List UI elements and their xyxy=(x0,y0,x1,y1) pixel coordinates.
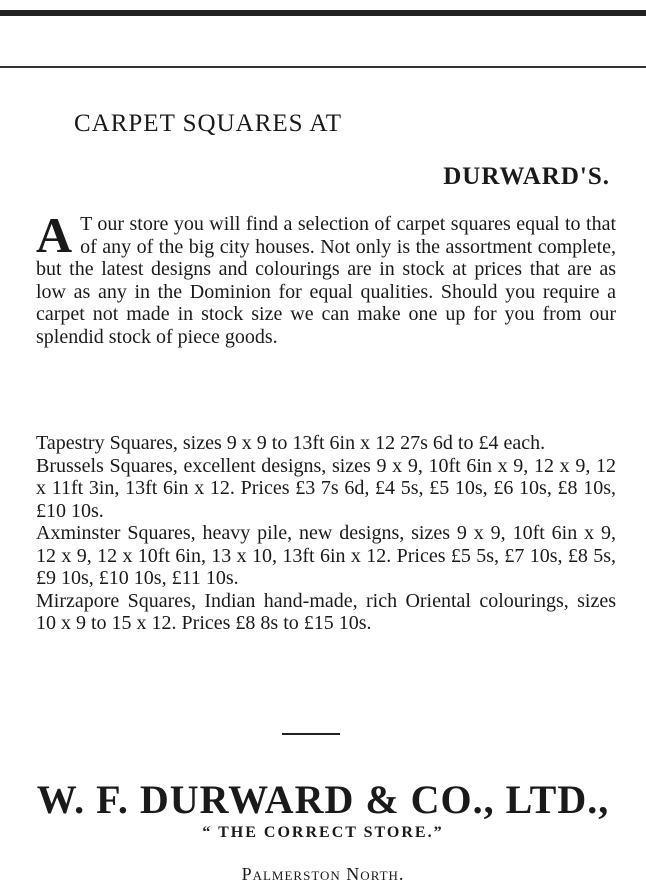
drop-cap: A xyxy=(36,207,73,263)
top-border-rule xyxy=(0,10,646,16)
town-name: Palmerston North. xyxy=(241,864,405,884)
product-item-tapestry: Tapestry Squares, sizes 9 x 9 to 13ft 6in x 12 27s 6d to £4 each. xyxy=(36,432,546,454)
firm-name: W. F. DURWARD & CO., LTD., xyxy=(36,777,610,822)
product-list xyxy=(36,432,616,635)
headline: CARPET SQUARES AT xyxy=(74,110,342,137)
product-item-brussels: Brussels Squares, excellent designs, sizes 9 x 9, 10ft 6in x 9, 12 x 9, 12 x 11ft 3in, 13ft 6in x 12. Prices £3 7s 6d, £4 5s, £5 10s, £6 10s, £8 10s, £10 10s. xyxy=(36,454,616,522)
slogan: “ THE CORRECT STORE.” xyxy=(202,824,444,841)
intro-paragraph xyxy=(36,207,616,348)
column-separator-rule xyxy=(0,66,646,68)
product-item-axminster: Axminster Squares, heavy pile, new designs, sizes 9 x 9, 10ft 6in x 9, 12 x 9, 12 x 10ft 6in, 13 x 10, 13ft 6in x 12. Prices £5 5s, £7 10s, £8 5s, £9 10s, £10 10s, £11 10s. xyxy=(36,522,616,589)
product-item-mirzapore: Mirzapore Squares, Indian hand-made, rich Oriental colourings, sizes 10 x 9 to 15 x 12. Prices £8 8s to £15 10s. xyxy=(36,589,616,634)
shop-name: DURWARD'S. xyxy=(443,163,610,190)
divider-rule xyxy=(282,733,340,735)
intro-text: T our store you will find a selection of carpet squares equal to that of any of the big city houses. Not only is the assortment complete, but the latest designs and colourings are in stock at prices that are as low as any in the Dominion for equal qualities. Should you require a carpet not made in stock size we can make one up for you from our splendid stock of piece goods. xyxy=(36,213,616,348)
